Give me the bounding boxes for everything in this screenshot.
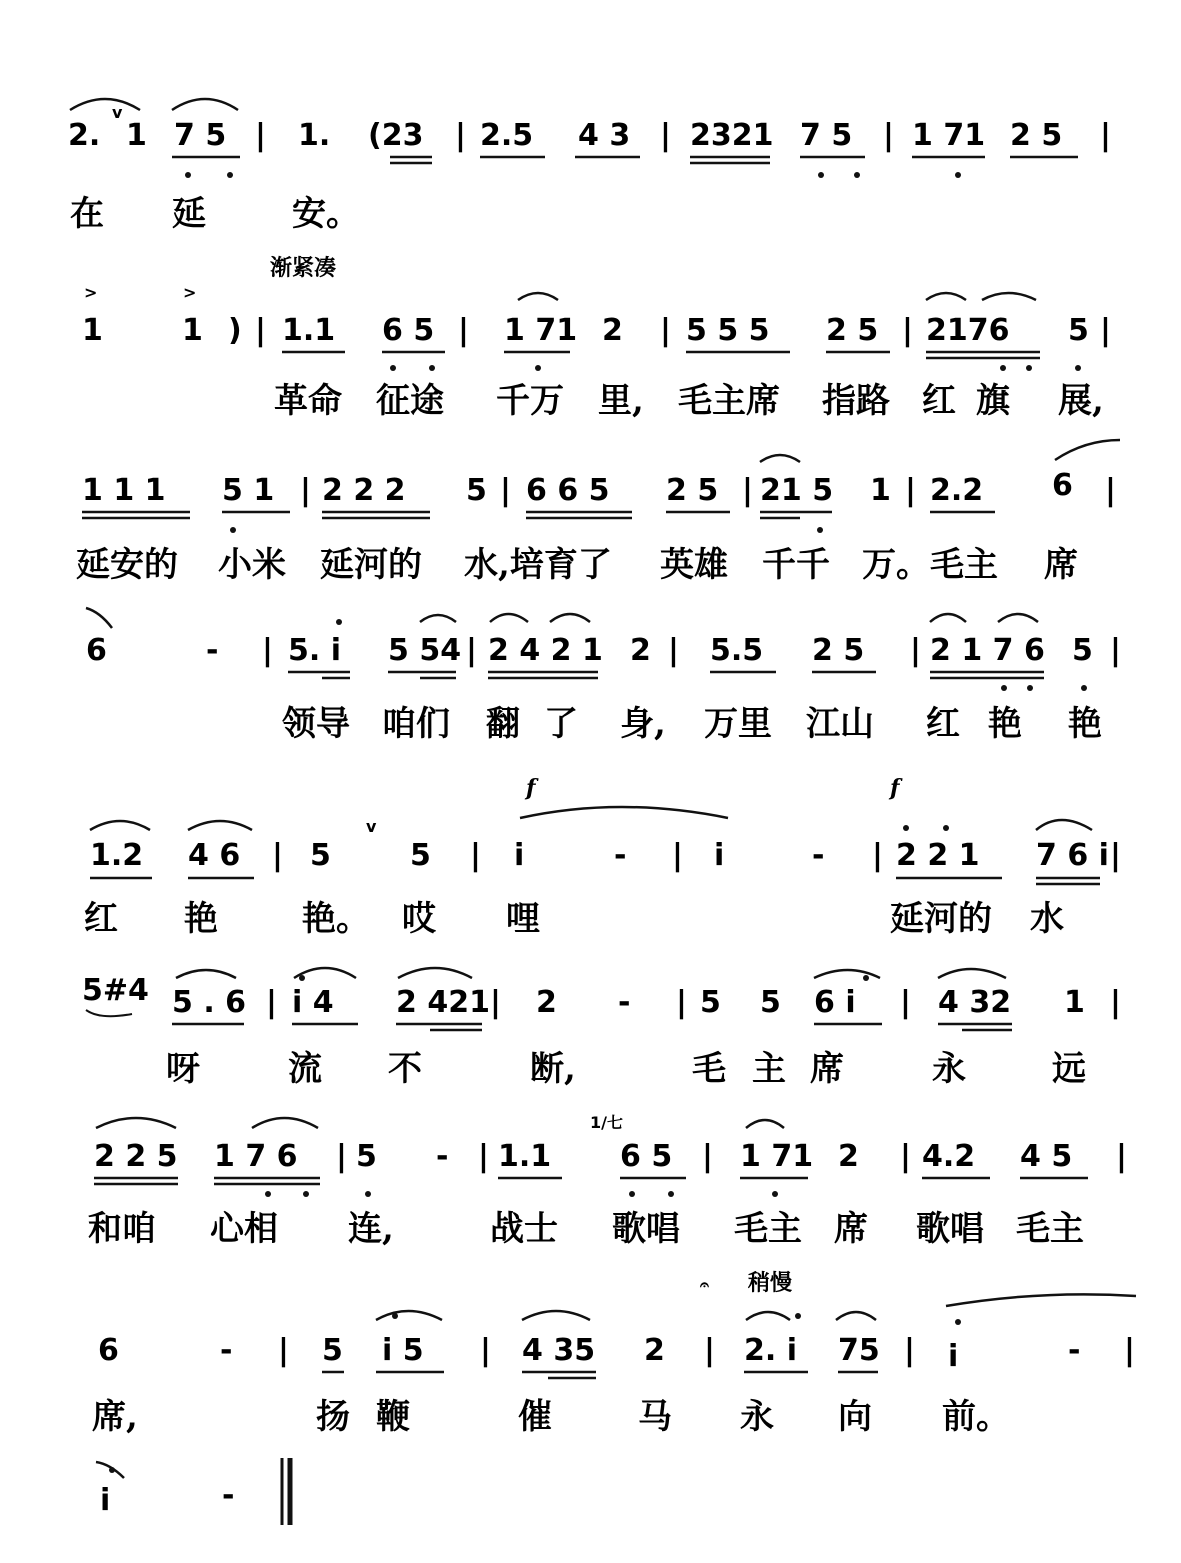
- lyric: 毛主: [1016, 1209, 1084, 1249]
- system-6: [82, 968, 1121, 1089]
- system-8: [92, 1270, 1136, 1437]
- note-group: 6 5: [620, 1139, 673, 1174]
- note-group: i 5: [382, 1333, 424, 1368]
- note-group: 4 35: [522, 1333, 596, 1368]
- note-group: 5: [466, 473, 487, 508]
- lyric: 席: [1044, 545, 1078, 585]
- note-group: 7 5: [174, 118, 227, 153]
- note-group: 5 54: [388, 633, 462, 668]
- note-group: 4 32: [938, 985, 1012, 1020]
- note-group: 1 7 6: [214, 1139, 298, 1174]
- bar-line: |: [266, 985, 277, 1020]
- lyric: 翻: [486, 704, 520, 744]
- lyric: 千万: [496, 381, 564, 421]
- bar-line: |: [500, 473, 511, 508]
- lyric: 指路: [822, 381, 890, 421]
- dash: -: [222, 1478, 235, 1513]
- note-group: 1.2: [90, 838, 144, 873]
- note-group: 1.1: [498, 1139, 552, 1174]
- bar-line: |: [1100, 118, 1111, 153]
- lyric: 催: [518, 1397, 552, 1437]
- bar-line: |: [278, 1333, 289, 1368]
- lyric: 红: [922, 381, 956, 421]
- lyric: 鞭: [376, 1397, 410, 1437]
- system-3: [76, 440, 1120, 585]
- note-group: 6: [98, 1333, 119, 1368]
- bar-line: |: [336, 1139, 347, 1174]
- note-group: 1: [870, 473, 891, 508]
- note-group: 5: [356, 1139, 377, 1174]
- bar-line: |: [1110, 838, 1121, 873]
- lyric: 咱们: [382, 704, 450, 744]
- bar-line: |: [466, 633, 477, 668]
- lyric: 毛主席: [678, 381, 780, 421]
- system-2: [82, 255, 1111, 421]
- lyric: 马: [638, 1397, 672, 1437]
- note-group: 4.2: [922, 1139, 976, 1174]
- note-group: 4 6: [188, 838, 241, 873]
- lyric: 连,: [348, 1209, 394, 1249]
- lyric: 哎: [402, 899, 436, 939]
- note-group: 75: [838, 1333, 880, 1368]
- note-group: 2 4 2 1: [488, 633, 603, 668]
- system-7: [88, 1113, 1127, 1249]
- note-group: i: [948, 1339, 959, 1374]
- note-group: 2 2 2: [322, 473, 406, 508]
- note-group: 5 1: [222, 473, 275, 508]
- bar-line: |: [470, 838, 481, 873]
- bar-line: |: [478, 1139, 489, 1174]
- note-group: i 4: [292, 985, 334, 1020]
- lyric: 向: [838, 1397, 872, 1437]
- lyric: 艳: [988, 704, 1022, 744]
- note-group: 2. i: [744, 1333, 797, 1368]
- note-group: 7 6 i: [1036, 838, 1109, 873]
- lyric: 心相: [210, 1209, 278, 1249]
- system-1: [68, 99, 1111, 234]
- note-group: i: [100, 1483, 111, 1518]
- lyric: 席,: [92, 1397, 138, 1437]
- note-group: 2: [644, 1333, 665, 1368]
- lyric: 红: [926, 704, 960, 744]
- bar-line: |: [1100, 313, 1111, 348]
- lyric: 战士: [490, 1209, 558, 1249]
- note-group: 2 5: [826, 313, 879, 348]
- dash: -: [206, 633, 219, 668]
- note-group: 2.: [68, 118, 101, 153]
- bar-line: |: [668, 633, 679, 668]
- bar-line: |: [1124, 1333, 1135, 1368]
- lyric: 毛主: [734, 1209, 802, 1249]
- note-group: 2 1 7 6: [930, 633, 1045, 668]
- dash: -: [436, 1139, 449, 1174]
- note-group: 7 5: [800, 118, 853, 153]
- note-group: 5: [310, 838, 331, 873]
- bar-line: |: [480, 1333, 491, 1368]
- accent-mark: >: [84, 283, 98, 302]
- bar-line: |: [255, 118, 266, 153]
- bar-line: |: [1110, 985, 1121, 1020]
- bar-line: |: [902, 313, 913, 348]
- paren-close: ): [228, 313, 242, 348]
- lyric: 领导: [282, 704, 350, 744]
- lyric: 流: [288, 1049, 322, 1089]
- bar-line: |: [702, 1139, 713, 1174]
- note-group: 6: [86, 633, 107, 668]
- dash: -: [614, 838, 627, 873]
- bar-line: |: [255, 313, 266, 348]
- lyric: 红: [84, 899, 118, 939]
- lyric: 水: [1030, 899, 1064, 939]
- bar-line: |: [272, 838, 283, 873]
- lyric: 歌唱: [916, 1209, 984, 1249]
- dynamic-marking: f: [526, 775, 536, 801]
- note-group: 2.2: [930, 473, 984, 508]
- lyric: 展,: [1058, 381, 1104, 421]
- note-group: 1.1: [282, 313, 336, 348]
- system-5: [84, 775, 1121, 939]
- lyric: 万里: [704, 704, 772, 744]
- note-group: 1 1 1: [82, 473, 166, 508]
- note-group: (23: [368, 118, 424, 153]
- bar-line: |: [300, 473, 311, 508]
- lyric: 了: [544, 704, 578, 744]
- note-group: i: [714, 838, 725, 873]
- lyric: 身,: [620, 704, 666, 744]
- note-group: 6 6 5: [526, 473, 610, 508]
- lyric: 哩: [506, 899, 540, 939]
- note-group: 2.5: [480, 118, 534, 153]
- bar-line: |: [910, 633, 921, 668]
- dash: -: [1068, 1333, 1081, 1368]
- bar-line: |: [458, 313, 469, 348]
- note-group: 1: [126, 118, 147, 153]
- accent-mark: >: [183, 283, 197, 302]
- note-group: 6 i: [814, 985, 856, 1020]
- lyric: 革命: [274, 381, 342, 421]
- lyric: 艳。: [302, 899, 370, 939]
- lyric: 艳: [1068, 704, 1102, 744]
- bar-line: |: [672, 838, 683, 873]
- lyric: 呀: [166, 1049, 200, 1089]
- bar-line: |: [900, 985, 911, 1020]
- breath-mark: v: [112, 103, 123, 122]
- note-group: 5: [1068, 313, 1089, 348]
- note-group: 5 . 6: [172, 985, 247, 1020]
- note-group: 5. i: [288, 633, 341, 668]
- lyric: 远: [1052, 1049, 1086, 1089]
- dash: -: [618, 985, 631, 1020]
- bar-line: |: [455, 118, 466, 153]
- note-group: 2: [838, 1139, 859, 1174]
- lyric: 水,培育了: [464, 545, 612, 585]
- bar-line: |: [905, 473, 916, 508]
- bar-line: |: [660, 313, 671, 348]
- note-group: 2 5: [666, 473, 719, 508]
- note-group: 5: [700, 985, 721, 1020]
- lyric: 小米: [218, 545, 286, 585]
- note-group: 2 5: [812, 633, 865, 668]
- lyric: 不: [388, 1049, 422, 1089]
- lyric: 江山: [806, 704, 874, 744]
- note-group: 2 5: [1010, 118, 1063, 153]
- note-group: 4 3: [578, 118, 631, 153]
- bar-line: |: [883, 118, 894, 153]
- bar-line: |: [676, 985, 687, 1020]
- bar-line: |: [900, 1139, 911, 1174]
- note-group: 5.5: [710, 633, 764, 668]
- note-group: 5 5 5: [686, 313, 770, 348]
- bar-line: |: [872, 838, 883, 873]
- bar-line: |: [660, 118, 671, 153]
- note-group: 6: [1052, 468, 1073, 503]
- lyric: 里,: [598, 381, 644, 421]
- lyric: 千千: [762, 545, 830, 585]
- bar-line: |: [1110, 633, 1121, 668]
- lyric: 延: [172, 194, 206, 234]
- note-group: 2: [536, 985, 557, 1020]
- note-group: 21 5: [760, 473, 834, 508]
- lyric: 席: [810, 1049, 844, 1089]
- lyric: 在: [70, 194, 104, 234]
- note-group: 6 5: [382, 313, 435, 348]
- bar-line: |: [1116, 1139, 1127, 1174]
- note-group: 1: [182, 313, 203, 348]
- note-group: 5: [410, 838, 431, 873]
- lyric: 安。: [292, 194, 360, 234]
- bar-line: |: [262, 633, 273, 668]
- system-4: [86, 608, 1121, 744]
- grace-note: 1/七: [590, 1113, 623, 1132]
- note-group: 2: [602, 313, 623, 348]
- bar-line: |: [904, 1333, 915, 1368]
- breath-mark: v: [366, 817, 377, 836]
- note-group: 1.: [298, 118, 331, 153]
- lyric: 旗: [976, 381, 1010, 421]
- lyric: 延安的: [76, 545, 178, 585]
- lyric: 断,: [530, 1049, 576, 1089]
- bar-line: |: [490, 985, 501, 1020]
- note-group: 1 71: [740, 1139, 814, 1174]
- note-group: 2176: [926, 313, 1010, 348]
- lyric: 前。: [942, 1397, 1010, 1437]
- tempo-marking: 渐紧凑: [270, 255, 337, 281]
- lyric: 延河的: [890, 899, 992, 939]
- note-group: 5: [1072, 633, 1093, 668]
- note-group: 2321: [690, 118, 774, 153]
- note-group: 4 5: [1020, 1139, 1073, 1174]
- lyric: 席: [834, 1209, 868, 1249]
- lyric: 英雄: [660, 545, 728, 585]
- lyric: 毛: [692, 1049, 726, 1089]
- lyric: 万。毛主: [862, 545, 998, 585]
- lyric: 主: [752, 1049, 786, 1089]
- lyric: 延河的: [320, 545, 422, 585]
- note-group: 1: [1064, 985, 1085, 1020]
- lyric: 艳: [184, 899, 218, 939]
- tempo-marking: 稍慢: [748, 1270, 793, 1296]
- note-group: 2 421: [396, 985, 490, 1020]
- note-group: 5#4: [82, 973, 149, 1008]
- bar-line: |: [1105, 473, 1116, 508]
- fermata-mark: 𝄐: [700, 1275, 709, 1294]
- note-group: 2 2 5: [94, 1139, 178, 1174]
- lyric: 扬: [316, 1397, 350, 1437]
- bar-line: |: [742, 473, 753, 508]
- note-group: i: [514, 838, 525, 873]
- lyric: 永: [740, 1397, 774, 1437]
- system-9: [96, 1458, 715, 1525]
- bar-line: |: [704, 1333, 715, 1368]
- note-group: 2 2 1: [896, 838, 980, 873]
- dynamic-marking: f: [890, 775, 900, 801]
- note-group: 5: [760, 985, 781, 1020]
- note-group: 1 71: [504, 313, 578, 348]
- note-group: 5: [322, 1333, 343, 1368]
- lyric: 征途: [376, 381, 444, 421]
- lyric: 和咱: [88, 1209, 156, 1249]
- note-group: 2: [630, 633, 651, 668]
- note-group: 1 71: [912, 118, 986, 153]
- dash: -: [812, 838, 825, 873]
- note-group: 1: [82, 313, 103, 348]
- dash: -: [220, 1333, 233, 1368]
- lyric: 歌唱: [612, 1209, 680, 1249]
- lyric: 永: [932, 1049, 966, 1089]
